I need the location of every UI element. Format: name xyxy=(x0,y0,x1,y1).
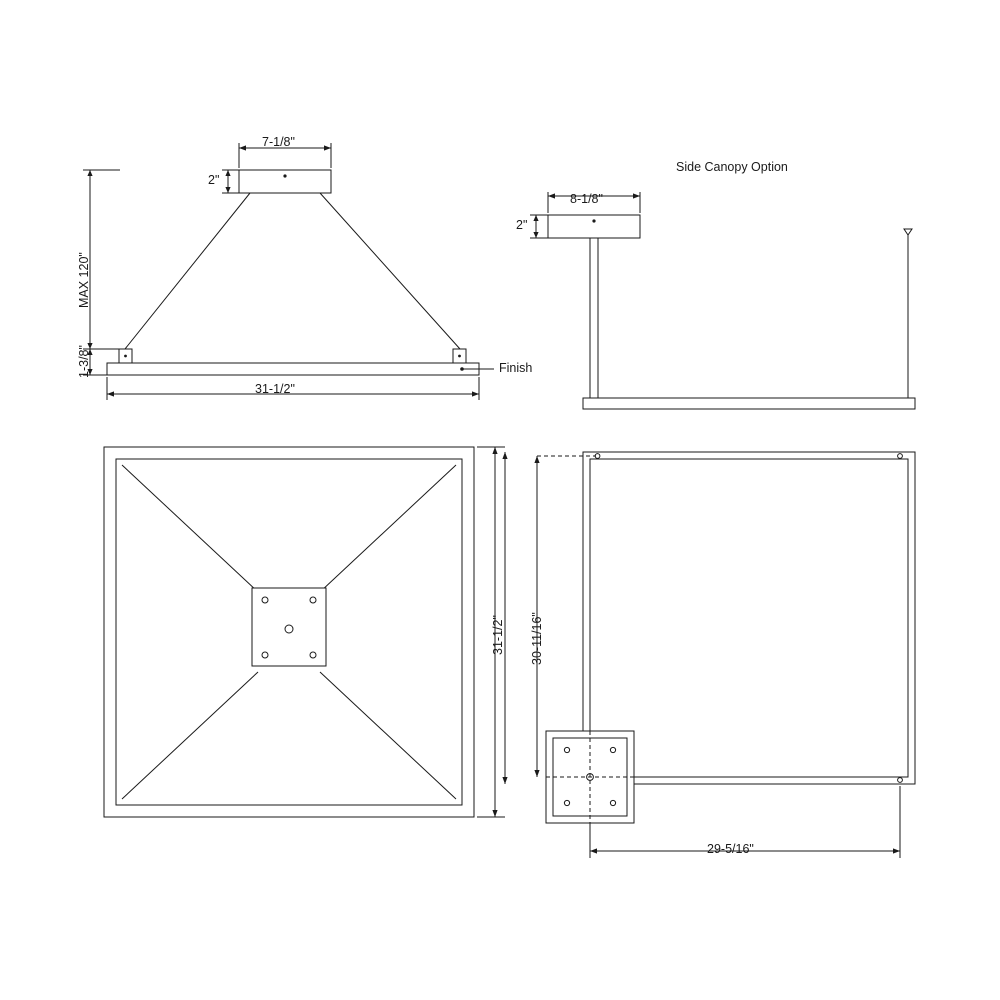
side-canopy-plan-view xyxy=(546,452,915,823)
label-plan-depth: 31-1/2" xyxy=(491,615,505,655)
label-fixture-width: 31-1/2" xyxy=(255,382,295,396)
front-suspension-cables xyxy=(125,193,460,349)
front-canopy xyxy=(239,170,331,193)
bottom-plan-view xyxy=(104,447,474,817)
label-side-plan-inner-width: 29-5/16" xyxy=(707,842,754,856)
label-canopy-height: 2" xyxy=(208,173,220,187)
label-side-canopy-height: 2" xyxy=(516,218,528,232)
label-max-drop: MAX 120" xyxy=(77,252,91,308)
front-fixture-body xyxy=(107,349,479,375)
dim-canopy-height xyxy=(222,170,241,193)
side-canopy-elevation xyxy=(548,215,915,409)
label-canopy-width: 7-1/8" xyxy=(262,135,295,149)
dim-side-canopy-height xyxy=(530,215,550,238)
label-side-canopy-option-title: Side Canopy Option xyxy=(676,160,788,174)
label-side-plan-inner-depth: 30-11/16" xyxy=(530,612,544,665)
label-finish-callout: Finish xyxy=(499,361,533,375)
label-side-canopy-width: 8-1/8" xyxy=(570,192,603,206)
label-fixture-height: 1-3/8" xyxy=(77,345,91,378)
